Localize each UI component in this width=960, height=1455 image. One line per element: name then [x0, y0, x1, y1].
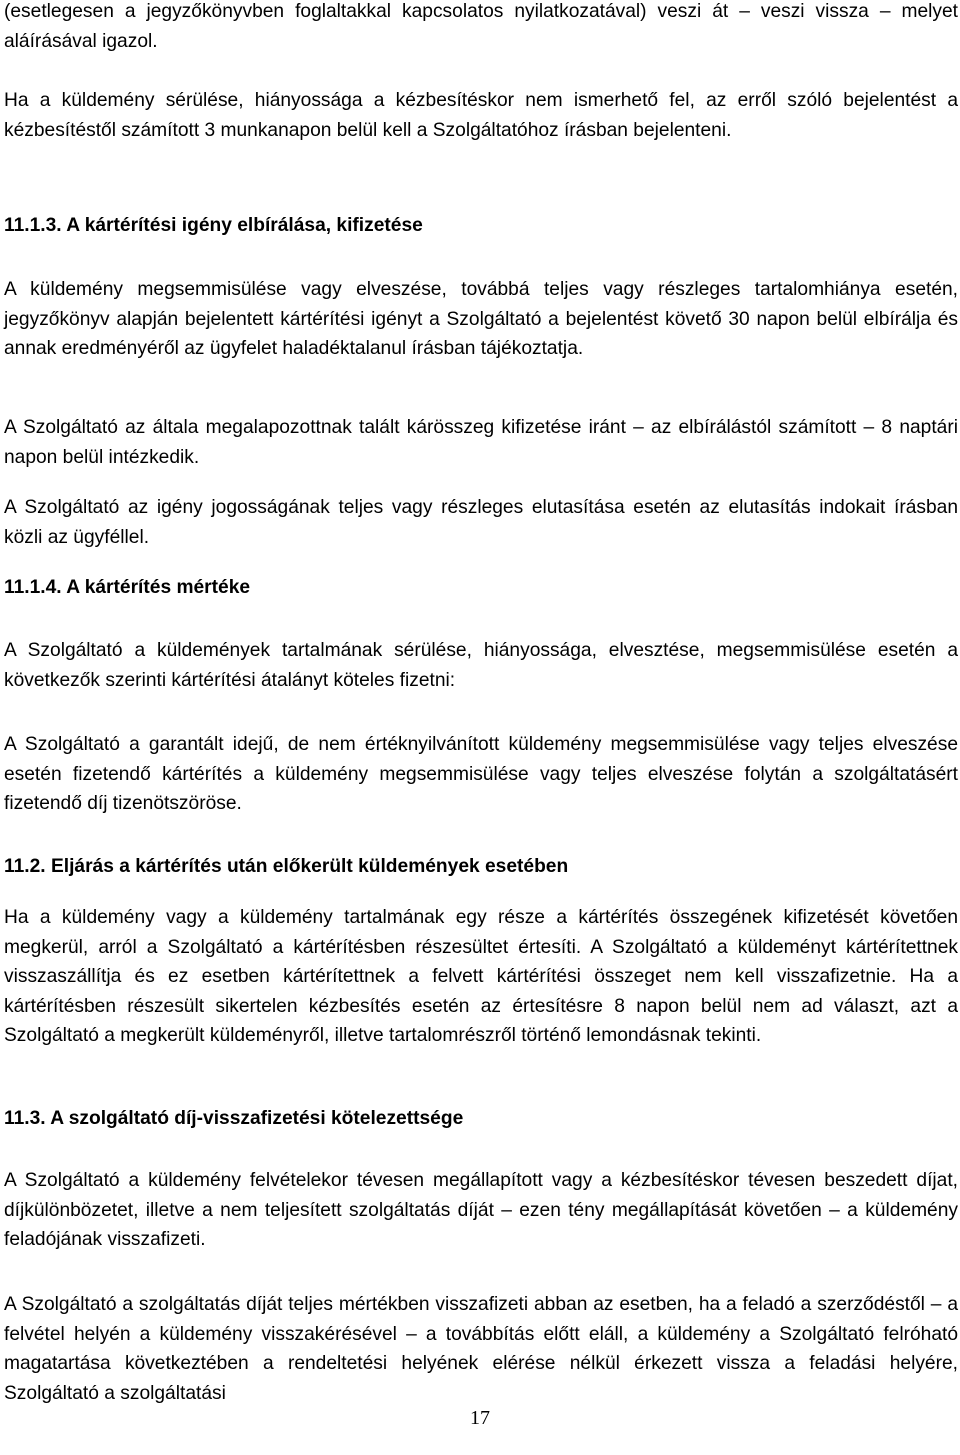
paragraph-continuation: (esetlegesen a jegyzőkönyvben foglaltakkal kapcsolatos nyilatkozatával) veszi át – veszi vissza – melyet aláírásával igazol. — [4, 1, 958, 52]
paragraph-claim-payment: A Szolgáltató az általa megalapozottnak talált kárösszeg kifizetése iránt – az elbírálástól számított – 8 naptári napon belül intézkedik. — [4, 417, 958, 468]
paragraph-claim-rejection: A Szolgáltató az igény jogosságának teljes vagy részleges elutasítása esetén az elutasítás indokait írásban közli az ügyféllel. — [4, 497, 958, 548]
section-heading-11-3: 11.3. A szolgáltató díj-visszafizetési kötelezettsége — [4, 1108, 464, 1129]
paragraph-compensation-amount: A Szolgáltató a küldemények tartalmának sérülése, hiányossága, elvesztése, megsemmisülése esetén a következők szerinti kártérítési átalányt köteles fizetni: — [4, 640, 958, 691]
section-heading-11-1-3: 11.1.3. A kártérítési igény elbírálása, kifizetése — [4, 215, 423, 236]
paragraph-full-refund: A Szolgáltató a szolgáltatás díját teljes mértékben visszafizeti abban az esetben, ha a feladó a szerződéstől – a felvétel helyén a küldemény visszakérésével – a továbbítás előtt eláll, a küldemény a Szolgáltató felróható magatartása következtében a rendeltetési helyének elérése nélkül érkezett vissza a feladási helyére, Szolgáltató a szolgáltatási — [4, 1294, 958, 1404]
paragraph-damage-reporting: Ha a küldemény sérülése, hiányossága a kézbesítéskor nem ismerhető fel, az erről szóló bejelentést a kézbesítéstől számított 3 munkanapon belül kell a Szolgáltatóhoz írásban bejelenteni. — [4, 90, 958, 141]
section-heading-11-1-4: 11.1.4. A kártérítés mértéke — [4, 577, 251, 598]
section-heading-11-2: 11.2. Eljárás a kártérítés után előkerült küldemények esetében — [4, 856, 569, 877]
paragraph-fee-refund: A Szolgáltató a küldemény felvételekor tévesen megállapított vagy a kézbesítéskor tévesen beszedett díjat, díjkülönbözetet, illetve a nem teljesített szolgáltatás díját – ezen tény megállapítását követően – a küldemény feladójának visszafizeti. — [4, 1170, 958, 1251]
paragraph-guaranteed-delivery: A Szolgáltató a garantált idejű, de nem értéknyilvánított küldemény megsemmisülése vagy teljes elveszése esetén fizetendő kártérítés a küldemény megsemmisülése vagy teljes elveszése folytán a szolgáltatásért fizetendő díj tizenötszöröse. — [4, 734, 958, 815]
page-number: 17 — [470, 1407, 490, 1429]
paragraph-recovered-items: Ha a küldemény vagy a küldemény tartalmának egy része a kártérítés összegének kifizetését követően megkerül, arról a Szolgáltató a kártérítésben részesültet értesíti. A Szolgáltató a küldeményt kártérítettnek visszaszállítja és ez esetben kártérítettnek a felvett kártérítési összeget nem kell visszafizetnie. Ha a kártérítésben részesült sikertelen kézbesítés esetén az értesítésre 8 napon belül nem ad választ, azt a Szolgáltató a megkerült küldeményről, illetve tartalomrészről történő lemondásnak tekinti. — [4, 907, 958, 1047]
paragraph-claim-assessment: A küldemény megsemmisülése vagy elveszése, továbbá teljes vagy részleges tartalomhiánya esetén, jegyzőkönyv alapján bejelentett kártérítési igényt a Szolgáltató a bejelentést követő 30 napon belül elbírálja és annak eredményéről az ügyfelet haladéktalanul írásban tájékoztatja. — [4, 279, 958, 360]
